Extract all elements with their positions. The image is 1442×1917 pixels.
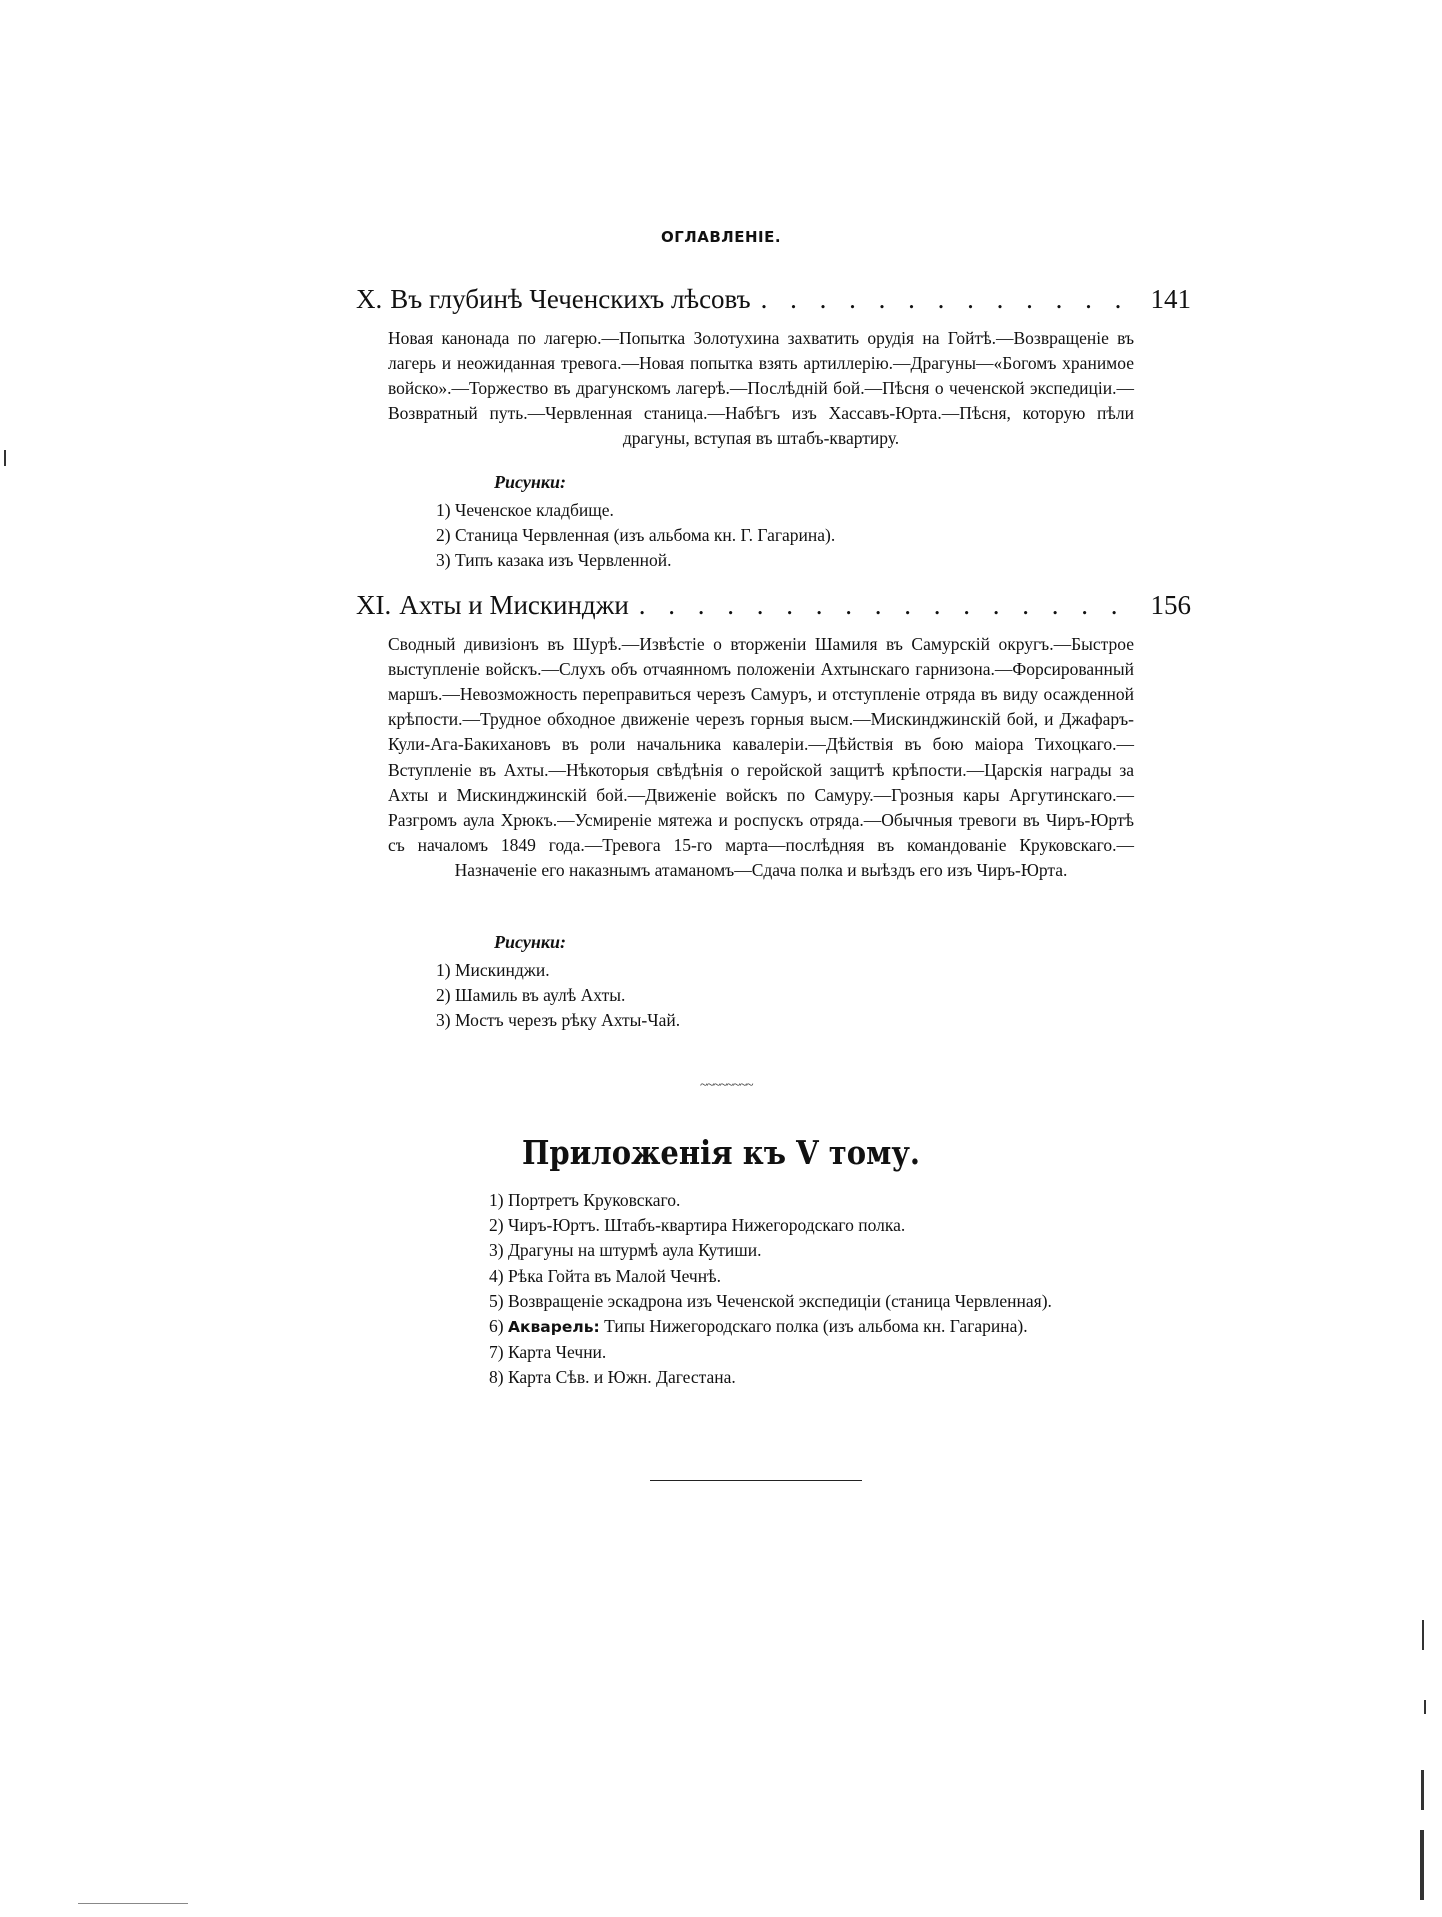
- scan-mark: [78, 1903, 188, 1904]
- figures-list-x: [436, 498, 835, 574]
- figure-item: 1) Чеченское кладбище.: [436, 500, 614, 520]
- item-bold-label: Акварель:: [507, 1318, 600, 1337]
- item-text: Возвращеніе эскадрона изъ Чеченской экспедиціи (станица Червленная).: [507, 1290, 1052, 1311]
- appendix-item: [489, 1289, 1052, 1314]
- item-text: Типы Нижегородскаго полка (изъ альбома кн. Гагарина).: [604, 1316, 1028, 1337]
- chapter-summary-x: Новая канонада по лагерю.—Попытка Золотухина захватить орудія на Гойтѣ.—Возвращеніе въ лагерь и неожиданная тревога.—Новая попытка взять артиллерію.—Драгуны—«Богомъ хранимое войско».—Торжество въ драгунскомъ лагерѣ.—Послѣдній бой.—Пѣсня о чеченской экспедиціи.—Возвратный путь.—Червленная станица.—Набѣгъ изъ Хассавъ-Юрта.—Пѣсня, которую пѣли драгуны, вступая въ штабъ-квартиру.: [388, 327, 1134, 449]
- item-number: 5): [489, 1290, 504, 1311]
- item-number: 4): [489, 1265, 504, 1286]
- appendix-item: [489, 1213, 1052, 1238]
- figures-list-xi: [436, 958, 680, 1034]
- scan-mark: [1421, 1770, 1424, 1810]
- dot-leader: [639, 588, 1141, 622]
- appendix-list: [489, 1188, 1052, 1391]
- figure-item: 1) Мискинджи.: [436, 960, 550, 980]
- item-number: 1): [489, 1190, 504, 1210]
- figure-item: 2) Шамиль въ аулѣ Ахты.: [436, 985, 626, 1006]
- page-header: ОГЛАВЛЕНІЕ.: [660, 228, 782, 246]
- item-number: 6): [489, 1316, 504, 1337]
- item-number: 7): [489, 1342, 504, 1363]
- item-number: 8): [489, 1367, 504, 1388]
- chapter-heading-xi: [356, 588, 1191, 622]
- chapter-page-number: 156: [1150, 590, 1191, 620]
- item-text: Чиръ-Юртъ. Штабъ-квартира Нижегородскаго полка.: [507, 1215, 906, 1236]
- item-text: Портретъ Круковскаго.: [507, 1190, 681, 1210]
- scan-mark: [1420, 1830, 1424, 1900]
- chapter-heading-x: [356, 282, 1191, 316]
- item-text: Рѣка Гойта въ Малой Чечнѣ.: [507, 1265, 721, 1286]
- figures-label-xi: Рисунки:: [494, 932, 566, 952]
- chapter-title: Въ глубинѣ Чеченскихъ лѣсовъ: [390, 284, 751, 314]
- appendix-item: [489, 1314, 1052, 1340]
- scan-mark: [1424, 1700, 1426, 1714]
- dot-leader: [761, 282, 1141, 316]
- appendix-item: [489, 1264, 1052, 1289]
- item-number: 2): [489, 1215, 504, 1236]
- chapter-title: Ахты и Мискинджи: [399, 590, 629, 620]
- chapter-number: XI.: [356, 590, 392, 620]
- item-text: Карта Сѣв. и Южн. Дагестана.: [507, 1367, 736, 1388]
- appendix-item: [489, 1238, 1052, 1263]
- figures-label-x: Рисунки:: [494, 472, 566, 492]
- item-text: Драгуны на штурмѣ аула Кутиши.: [507, 1240, 762, 1261]
- chapter-number: X.: [356, 284, 383, 314]
- appendix-item: [489, 1340, 1052, 1365]
- closing-rule: [650, 1480, 862, 1481]
- chapter-page-number: 141: [1150, 284, 1191, 314]
- item-text: Карта Чечни.: [507, 1342, 607, 1363]
- chapter-summary-xi: Сводный дивизіонъ въ Шурѣ.—Извѣстіе о вторженіи Шамиля въ Самурскій округъ.—Быстрое выступленіе войскъ.—Слухъ объ отчаянномъ положеніи Ахтынскаго гарнизона.—Форсированный маршъ.—Невозможность переправиться черезъ Самуръ, и отступленіе отряда въ виду осажденной крѣпости.—Трудное обходное движеніе черезъ горныя высм.—Мискинджинскій бой, и Джафаръ-Кули-Ага-Бакихановъ въ роли начальника кавалеріи.—Дѣйствія въ бою маіора Тихоцкаго.—Вступленіе въ Ахты.—Нѣкоторыя свѣдѣнія о геройской защитѣ крѣпости.—Царскія награды за Ахты и Мискинджинскій бой.—Движеніе войскъ по Самуру.—Грозныя кары Аргутинскаго.—Разгромъ аула Хрюкъ.—Усмиреніе мятежа и роспускъ отряда.—Обычныя тревоги въ Чиръ-Юртѣ съ началомъ 1849 года.—Тревога 15-го марта—послѣдняя въ командованіе Круковскаго.—Назначеніе его наказнымъ атаманомъ—Сдача полка и выѣздъ его изъ Чиръ-Юрта.: [388, 633, 1134, 881]
- item-number: 3): [489, 1240, 504, 1261]
- appendix-item: [489, 1365, 1052, 1390]
- ornament-divider: ~~~~~~~~: [700, 1078, 753, 1093]
- scan-mark: [4, 450, 6, 466]
- scan-mark: [1422, 1620, 1424, 1650]
- figure-item: 3) Типъ казака изъ Червленной.: [436, 550, 672, 571]
- figure-item: 3) Мостъ черезъ рѣку Ахты-Чай.: [436, 1010, 681, 1031]
- appendix-item: [489, 1188, 1052, 1213]
- appendix-title: Приложенія къ V тому.: [521, 1133, 921, 1172]
- figure-item: 2) Станица Червленная (изъ альбома кн. Г. Гагарина).: [436, 525, 836, 546]
